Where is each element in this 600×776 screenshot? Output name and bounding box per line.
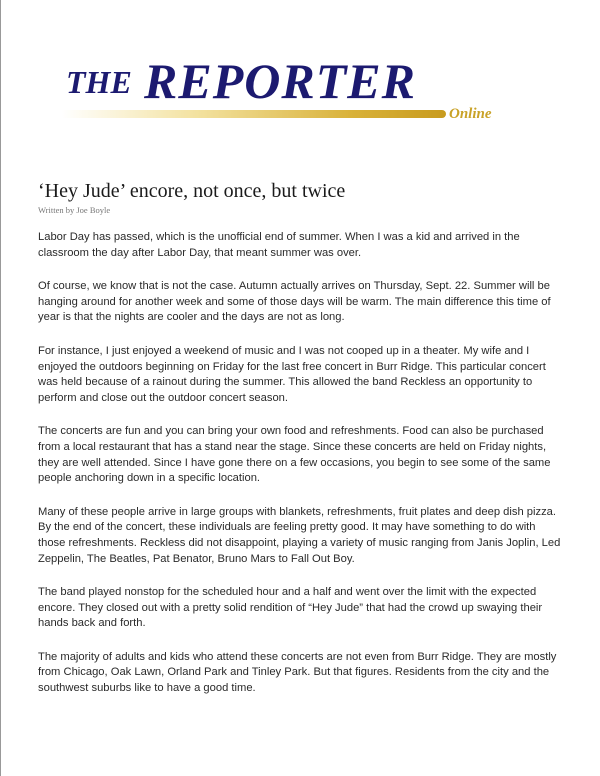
article-paragraph: Of course, we know that is not the case. Autumn actually arrives on Thursday, Sept. 22. Summer will be hanging around for another week and some of those days will be warm. The main difference this time of year is that the nights are cooler and the days are not as long.: [38, 280, 551, 324]
article-paragraph: The band played nonstop for the scheduled hour and a half and went over the limit with the expected encore. They closed out with a pretty solid rendition of “Hey Jude” that had the crowd up swaying their hands back and forth.: [38, 586, 543, 630]
article-paragraph: The concerts are fun and you can bring your own food and refreshments. Food can also be purchased from a local restaurant that has a stand near the stage. Since these concerts are held on Friday nights, they are well attended. Since I have gone there on a few occasions, you begin to see some of the same people anchoring down in a specific location.: [38, 425, 551, 485]
masthead-logo: [62, 53, 512, 126]
article-paragraph: Many of these people arrive in large groups with blankets, refreshments, fruit plates and deep dish pizza. By the end of the concert, these individuals are feeling pretty good. It may have something to do with those refreshments. Reckless did not disappoint, playing a variety of music ranging from Janis Joplin, Led Zeppelin, The Beatles, Pat Benator, Bruno Mars to Fall Out Boy.: [38, 505, 561, 565]
page-border: [0, 0, 1, 776]
article-paragraph: Labor Day has passed, which is the unofficial end of summer. When I was a kid and arrived in the classroom the day after Labor Day, that meant summer was over.: [38, 231, 520, 259]
article-paragraph: For instance, I just enjoyed a weekend of music and I was not cooped up in a theater. My wife and I enjoyed the outdoors beginning on Friday for the last free concert in Burr Ridge. This particular concert was held because of a rainout during the summer. This allowed the band Reckless an opportunity to perform and close out the outdoor concert season.: [38, 344, 546, 404]
article-paragraph: The majority of adults and kids who attend these concerts are not even from Burr Ridge. They are mostly from Chicago, Oak Lawn, Orland Park and Tinley Park. But that figures. Residents from the city and the southwest suburbs like to have a good time.: [38, 650, 557, 695]
masthead-reporter: REPORTER: [144, 53, 416, 109]
article-headline: ‘Hey Jude’ encore, not once, but twice: [38, 180, 346, 202]
masthead-the: THE: [66, 64, 132, 100]
article-body: [38, 230, 562, 715]
article-byline: Written by Joe Boyle: [38, 205, 111, 215]
masthead-online: Online: [449, 106, 492, 122]
masthead-gold-bar: [62, 110, 446, 118]
